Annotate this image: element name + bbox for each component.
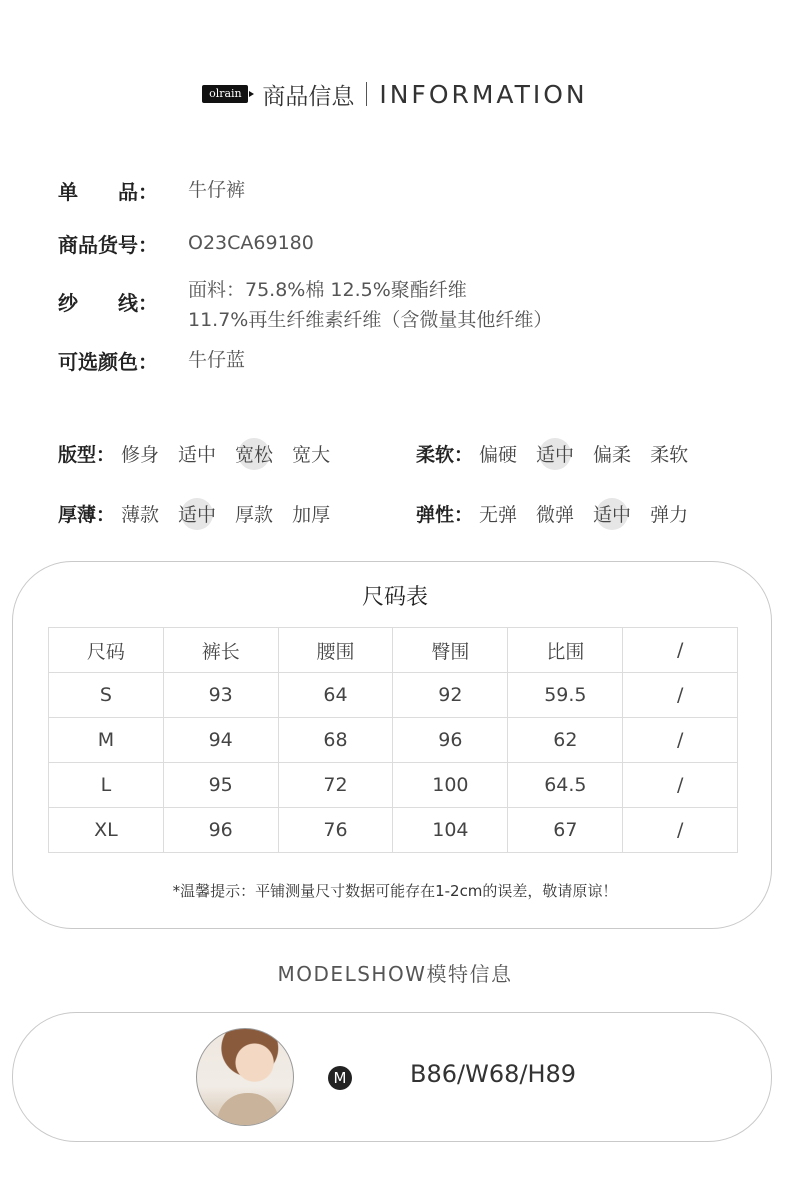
size-table-header: 腰围 (278, 628, 393, 673)
attr-softness-option: 柔软 (650, 444, 689, 466)
size-table-cell: 92 (393, 673, 508, 718)
attr-elasticity-option: 无弹 (479, 504, 518, 526)
size-table-row (49, 808, 738, 853)
size-table-row (49, 673, 738, 718)
info-value-color: 牛仔蓝 (188, 349, 246, 371)
info-label-sku: 商品货号： (58, 233, 158, 257)
size-table-cell: S (49, 673, 164, 718)
size-table-cell: 68 (278, 718, 393, 763)
header-title-en: INFORMATION (379, 79, 588, 109)
size-table-row (49, 718, 738, 763)
attr-thickness-option: 厚款 (235, 504, 274, 526)
size-table-cell: 96 (163, 808, 278, 853)
attr-elasticity-option: 微弹 (536, 504, 575, 526)
model-measurements: B86/W68/H89 (410, 1060, 577, 1088)
section-header (0, 74, 790, 114)
size-table-cell: 62 (508, 718, 623, 763)
attr-thickness-label: 厚薄： (58, 504, 116, 526)
info-value-item: 牛仔裤 (188, 179, 246, 201)
size-tip: *温馨提示：平铺测量尺寸数据可能存在1-2cm的误差，敬请原谅！ (172, 882, 618, 900)
attr-thickness-option-selected: 适中 (178, 500, 216, 527)
attr-fit-option-selected: 宽松 (235, 440, 273, 467)
info-label-yarn: 纱 线： (58, 291, 158, 315)
attr-thickness (58, 500, 349, 527)
attr-elasticity-option: 弹力 (650, 504, 689, 526)
attr-softness-label: 柔软： (416, 444, 474, 466)
attr-fit (58, 440, 349, 467)
size-table-cell: 95 (163, 763, 278, 808)
header-divider (366, 82, 367, 106)
size-table-header: 裤长 (163, 628, 278, 673)
size-table-cell: 100 (393, 763, 508, 808)
attr-fit-option: 修身 (121, 444, 160, 466)
size-table-header: 尺码 (49, 628, 164, 673)
info-value-yarn-line1: 面料：75.8%棉 12.5%聚酯纤维 (188, 279, 467, 301)
brand-logo: olrain (202, 85, 248, 103)
attr-fit-option: 适中 (178, 444, 217, 466)
size-table-cell: / (623, 718, 738, 763)
size-table-cell: / (623, 763, 738, 808)
attr-thickness-option: 加厚 (292, 504, 331, 526)
size-table-cell: 67 (508, 808, 623, 853)
attr-fit-label: 版型： (58, 444, 116, 466)
size-table-cell: 94 (163, 718, 278, 763)
size-table-header-row (49, 628, 738, 673)
size-table-cell: 64.5 (508, 763, 623, 808)
size-table-cell: 72 (278, 763, 393, 808)
size-chart-title: 尺码表 (361, 585, 428, 610)
size-table-cell: 93 (163, 673, 278, 718)
attr-softness-option: 偏硬 (479, 444, 518, 466)
size-table-cell: 64 (278, 673, 393, 718)
info-label-item: 单 品： (58, 180, 158, 204)
model-size-badge: M (328, 1066, 352, 1090)
model-title: MODELSHOW模特信息 (277, 962, 513, 986)
size-table-row (49, 763, 738, 808)
size-table (48, 627, 738, 853)
attr-elasticity (416, 500, 707, 527)
size-table-cell: 59.5 (508, 673, 623, 718)
attr-elasticity-label: 弹性： (416, 504, 474, 526)
size-table-cell: / (623, 808, 738, 853)
info-value-yarn-line2: 11.7%再生纤维素纤维（含微量其他纤维） (188, 309, 553, 331)
attr-softness (416, 440, 707, 467)
size-table-cell: XL (49, 808, 164, 853)
attr-thickness-option: 薄款 (121, 504, 160, 526)
size-table-cell: / (623, 673, 738, 718)
attr-softness-option-selected: 适中 (536, 440, 574, 467)
size-table-header: 比围 (508, 628, 623, 673)
size-table-cell: 76 (278, 808, 393, 853)
size-table-cell: 96 (393, 718, 508, 763)
size-table-header: / (623, 628, 738, 673)
info-value-sku: O23CA69180 (188, 232, 314, 254)
header-title-cn: 商品信息 (262, 83, 355, 110)
size-table-header: 臀围 (393, 628, 508, 673)
attr-softness-option: 偏柔 (593, 444, 632, 466)
model-frame (12, 1012, 772, 1142)
info-label-color: 可选颜色： (58, 350, 158, 374)
attr-fit-option: 宽大 (292, 444, 331, 466)
size-table-cell: L (49, 763, 164, 808)
size-table-cell: 104 (393, 808, 508, 853)
size-table-cell: M (49, 718, 164, 763)
model-avatar (196, 1028, 294, 1126)
attr-elasticity-option-selected: 适中 (593, 500, 631, 527)
